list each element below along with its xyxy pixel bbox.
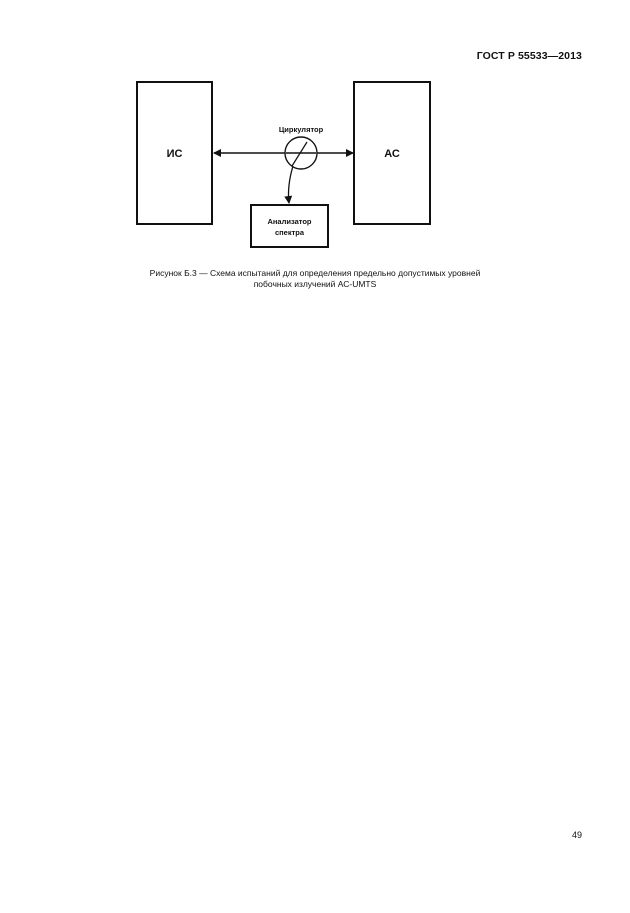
figure-caption <box>80 268 550 290</box>
is-block <box>137 82 212 224</box>
circulator <box>279 125 324 169</box>
analyzer-label-line1: Анализатор <box>267 217 312 226</box>
spectrum-analyzer-block <box>251 205 328 247</box>
test-setup-diagram <box>0 0 630 300</box>
circulator-label: Циркулятор <box>278 125 324 134</box>
document-header: ГОСТ Р 55533—2013 <box>476 50 582 62</box>
page-number: 49 <box>571 830 582 840</box>
as-block <box>354 82 430 224</box>
analyzer-label-line2: спектра <box>274 228 305 237</box>
caption-line-2: побочных излучений АС-UMTS <box>253 279 377 289</box>
caption-line-1: Рисунок Б.3 — Схема испытаний для определения предельно допустимых уровней <box>149 268 481 278</box>
as-block-label: АС <box>384 148 400 160</box>
is-block-label: ИС <box>166 148 183 160</box>
analyzer-feed-line <box>289 166 294 203</box>
